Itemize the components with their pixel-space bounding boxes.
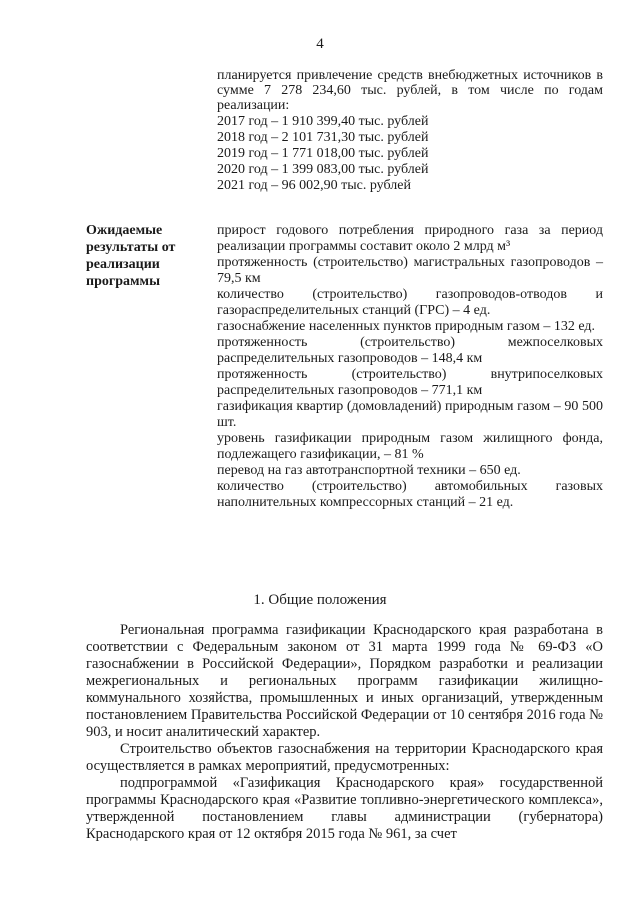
result-item-gasification-level: уровень газификации природным газом жилищного фонда, подлежащего газификации, – 81 % bbox=[217, 431, 603, 462]
body-paragraph-2: Строительство объектов газоснабжения на территории Краснодарского края осуществляется в рамках мероприятий, предусмотренных: bbox=[86, 741, 603, 774]
result-item-trunk-pipelines: протяженность (строительство) магистральных газопроводов – 79,5 км bbox=[217, 255, 603, 286]
result-item-intersettlement-pipelines: протяженность (строительство) межпоселковых распределительных газопроводов – 148,4 км bbox=[217, 335, 603, 366]
result-item-cng-stations: количество (строительство) автомобильных газовых наполнительных компрессорных станций – 21 ед. bbox=[217, 479, 603, 510]
section-body bbox=[86, 622, 603, 843]
funding-year-2019: 2019 год – 1 771 018,00 тыс. рублей bbox=[217, 146, 429, 161]
funding-year-2021: 2021 год – 96 002,90 тыс. рублей bbox=[217, 178, 411, 193]
results-label: Ожидаемые результаты от реализации программы bbox=[86, 223, 176, 289]
funding-block bbox=[217, 68, 603, 194]
results-list bbox=[217, 223, 603, 511]
funding-year-2017: 2017 год – 1 910 399,40 тыс. рублей bbox=[217, 114, 429, 129]
funding-intro: планируется привлечение средств внебюджетных источников в сумме 7 278 234,60 тыс. рублей, в том числе по годам реализации: bbox=[217, 68, 603, 113]
section-heading: 1. Общие положения bbox=[253, 592, 387, 608]
funding-year-2018: 2018 год – 2 101 731,30 тыс. рублей bbox=[217, 130, 429, 145]
result-item-apartments: газификация квартир (домовладений) природным газом – 90 500 шт. bbox=[217, 399, 603, 430]
body-paragraph-1: Региональная программа газификации Краснодарского края разработана в соответствии с Федеральным законом от 31 марта 1999 года № 69-ФЗ «О газоснабжении в Российской Федерации», Порядком разработки и реализации межрегиональных и региональных программ газификации жилищно-коммунального хозяйства, промышленных и иных организаций, утвержденным постановлением Правительства Российской Федерации от 10 сентября 2016 года № 903, и носит аналитический характер. bbox=[86, 622, 603, 740]
result-item-branch-pipelines: количество (строительство) газопроводов-отводов и газораспределительных станций (ГРС) – 4 ед. bbox=[217, 287, 603, 318]
page-number: 4 bbox=[316, 36, 324, 52]
result-item-gas-consumption: прирост годового потребления природного газа за период реализации программы составит около 2 млрд м³ bbox=[217, 223, 603, 254]
result-item-settlements: газоснабжение населенных пунктов природным газом – 132 ед. bbox=[217, 319, 595, 334]
result-item-intrasettlement-pipelines: протяженность (строительство) внутрипоселковых распределительных газопроводов – 771,1 км bbox=[217, 367, 603, 398]
funding-year-2020: 2020 год – 1 399 083,00 тыс. рублей bbox=[217, 162, 429, 177]
body-paragraph-3: подпрограммой «Газификация Краснодарского края» государственной программы Краснодарского края «Развитие топливно-энергетического комплекса», утвержденной постановлением главы администрации (губернатора) Краснодарского края от 12 октября 2015 года № 961, за счет bbox=[86, 775, 603, 842]
result-item-vehicles: перевод на газ автотранспортной техники – 650 ед. bbox=[217, 463, 521, 478]
